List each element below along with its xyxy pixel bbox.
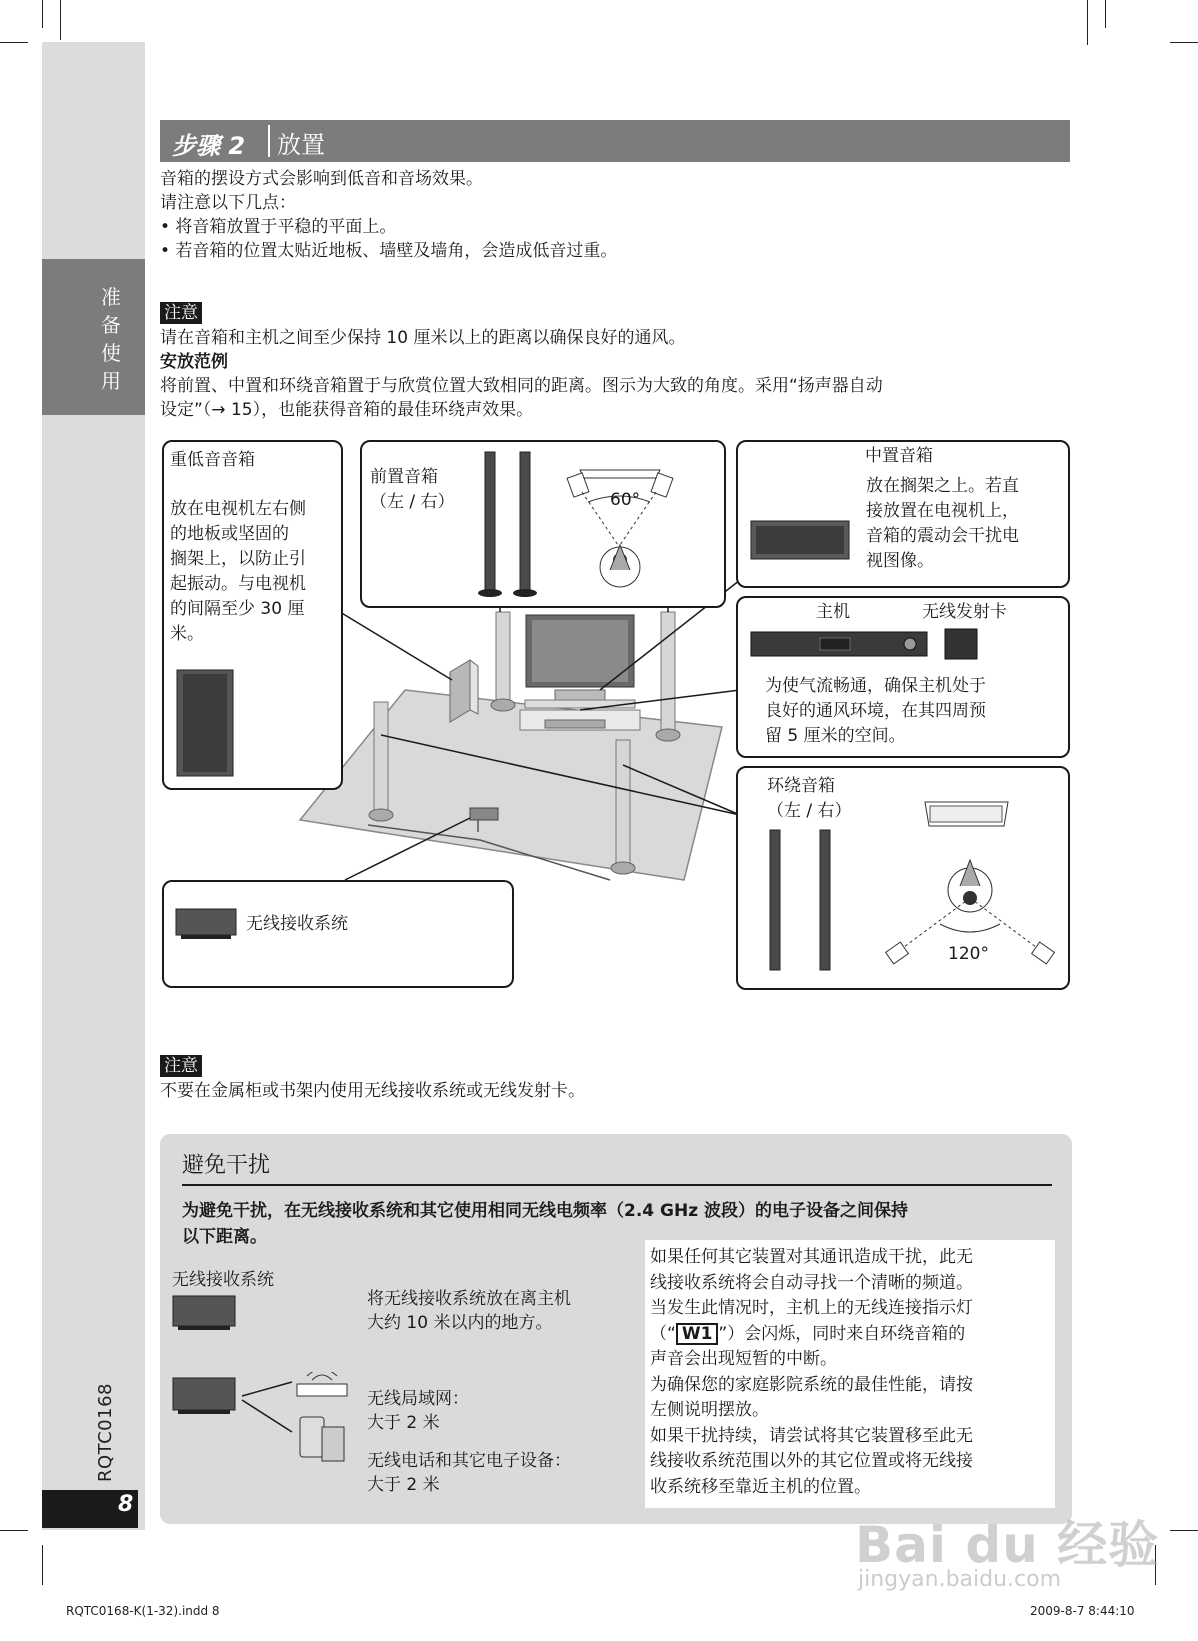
placement-text: 将前置、中置和环绕音箱置于与欣赏位置大致相同的距离。图示为大致的角度。采用“扬声器自动 设定”（→ 15），也能获得音箱的最佳环绕声效果。 <box>160 376 883 420</box>
subwoofer-text: 放在电视机左右侧 的地板或坚固的 搁架上，以防止引 起振动。与电视机 的间隔至少 30 厘 米。 <box>170 499 306 644</box>
distance-to-main-text: 将无线接收系统放在离主机 大约 10 米以内的地方。 <box>367 1289 571 1333</box>
crop-mark <box>42 1545 43 1585</box>
interference-title: 避免干扰 <box>182 1153 271 1178</box>
wireless-lan-distance: 无线局域网： 大于 2 米 <box>367 1389 469 1433</box>
center-speaker-icon <box>750 520 850 560</box>
room-floor <box>300 690 722 880</box>
intro-text: 音箱的摆设方式会影响到低音和音场效果。 请注意以下几点： • 将音箱放置于平稳的平面上。 • 若音箱的位置太贴近地板、墙壁及墙角，会造成低音过重。 <box>160 169 618 261</box>
caution-text: 不要在金属柜或书架内使用无线接收系统或无线发射卡。 <box>160 1081 585 1101</box>
surround-speakers-title: 环绕音箱 （左 / 右） <box>767 776 852 821</box>
doc-code: RQTC0168 <box>95 1383 116 1482</box>
main-unit-label: 主机 <box>816 602 850 622</box>
wireless-box-floor <box>470 808 498 820</box>
wireless-system-label: 无线接收系统 <box>246 914 348 934</box>
footer-timestamp: 2009-8-7 8:44:10 <box>1030 1604 1135 1618</box>
subwoofer-title: 重低音音箱 <box>170 450 255 470</box>
interference-devices-illustration <box>172 1372 362 1502</box>
wireless-system-label: 无线接收系统 <box>172 1270 274 1290</box>
surround-angle-label: 120° <box>948 944 989 964</box>
interference-intro: 为避免干扰，在无线接收系统和其它使用相同无线电频率（2.4 GHz 波段）的电子设备之间保持 以下距离。 <box>182 1201 909 1247</box>
watermark-logo: Bai du 经验 <box>855 1516 1160 1574</box>
placement-heading: 安放范例 <box>160 352 228 372</box>
caution-text: 请在音箱和主机之间至少保持 10 厘米以上的距离以确保良好的通风。 <box>160 328 686 348</box>
page-number: 8 <box>118 1492 134 1517</box>
section-tab-label: 准 备 使 用 <box>101 285 121 393</box>
interference-note-text: 如果任何其它装置对其通讯造成干扰，此无 线接收系统将会自动寻找一个清晰的频道。 当发生此情况时，主机上的无线连接指示灯 （“ W1 ”）会闪烁，同时来自环绕音箱的 声音会出现短暂的中断。 为确保您的家庭影院系统的最佳性能，请按 左侧说明摆放。 如果干扰持续，请尝试将其它装置移至此无 线接收系统范围以外的其它位置或将无线接 收系统移至靠近主机的位置。 <box>650 1247 973 1497</box>
transmitter-card-label: 无线发射卡 <box>922 602 1007 622</box>
w1-indicator: W1 <box>676 1323 719 1345</box>
interference-divider <box>182 1184 1052 1186</box>
crop-mark <box>0 1530 28 1531</box>
caution-tag: 注意 <box>160 302 202 324</box>
footer-file: RQTC0168-K(1-32).indd 8 <box>66 1604 220 1618</box>
subwoofer-icon <box>175 668 235 780</box>
front-speaker-left-floor <box>491 612 515 711</box>
center-speaker-text: 放在搁架之上。若直 接放置在电视机上， 音箱的震动会干扰电 视图像。 <box>866 476 1019 571</box>
main-unit-text: 为使气流畅通，确保主机处于 良好的通风环境，在其四周预 留 5 厘米的空间。 <box>765 676 986 746</box>
wireless-system-icon <box>172 1295 236 1331</box>
surround-speakers-icon <box>760 800 1060 980</box>
front-angle-label: 60° <box>610 490 641 510</box>
main-unit-icon <box>750 628 990 662</box>
page-title: 放置 <box>277 131 325 159</box>
front-speakers-title: 前置音箱 （左 / 右） <box>370 467 455 512</box>
front-speakers-icon <box>470 450 690 600</box>
center-speaker-title: 中置音箱 <box>865 446 933 466</box>
step-label: 步骤 2 <box>172 132 246 160</box>
wireless-system-icon <box>175 908 237 940</box>
watermark-url: jingyan.baidu.com <box>858 1567 1062 1592</box>
crop-mark <box>1170 1530 1198 1531</box>
phone-distance: 无线电话和其它电子设备： 大于 2 米 <box>367 1451 571 1495</box>
caution-tag: 注意 <box>160 1055 202 1077</box>
